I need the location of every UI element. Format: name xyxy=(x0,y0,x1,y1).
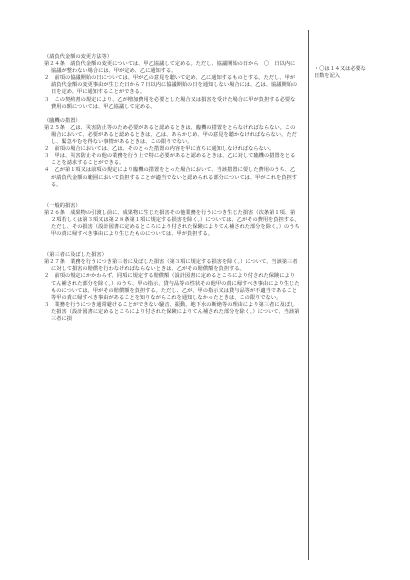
spacer xyxy=(44,189,300,203)
article-24-paragraph-1: 第２４条 請負代金額の変更については、甲乙協議して定める。ただし、協議開始の日から 〇 日以内に協議が整わない場合には、甲が定め、乙に通知する。 xyxy=(44,61,296,75)
spacer xyxy=(44,238,300,252)
article-24-paragraph-3: ３ この契約書の規定により、乙が増加費用を必要とした場合又は損害を受けた場合に甲が負担する必要な費用の額については、甲乙協議して定める。 xyxy=(44,96,296,110)
article-25-paragraph-2: ２ 前項の場合においては、乙は、そのとった措置の内容を甲に直ちに通知しなければならない。 xyxy=(44,146,275,153)
section-heading-payment-change: （請負代金額の変更方法等） xyxy=(44,54,113,60)
article-26-paragraph-1: 第２６条 成果物の引渡し前に、成果物に生じた損害その他業務を行うにつき生じた損害（次条第１項、第２項若しくは第３項又は第２８条第１項に規定する損害を除く。）については、乙がその費用を負担する。ただし、その損害（設計図書に定めるところにより付された保険によりてん補された部分を除く。）のうち甲の責に帰すべき事由により生じたものについては、甲が負担する。 xyxy=(44,209,300,238)
article-25-paragraph-3: ３ 甲は、災害防止その他の業務を行う上で特に必要があると認めるときは、乙に対して臨機の措置をとることを請求することができる。 xyxy=(44,153,296,167)
article-25-paragraph-1: 第２５条 乙は、災害防止等のため必要があると認めるときは、臨機の措置をとらなければならない。この場合において、必要があると認めるときは、乙は、あらかじめ、甲の意見を聴かなければならない。ただし、緊急やむを得ない事情があるときは、この限りでない。 xyxy=(44,124,297,146)
section-heading-third-party-damage: （第三者に及ぼした損害） xyxy=(44,252,107,259)
article-27-paragraph-2: ２ 前項の規定にかかわらず、同項に規定する賠償額（設計図書に定めるところにより付された保険によりてん補された部分を除く。）のうち、甲の指示、貸与品等の性状その他甲の責に帰すべき事由により生じたものについては、甲がその賠償額を負担する。ただし、乙が、甲の指示又は貸与品等が不適当であること等甲の責に帰すべき事由があることを知りながらこれを通知しなかったときは、この限りでない。 xyxy=(44,273,300,301)
article-27-paragraph-3: ３ 業務を行うにつき通常避けることができない騒音、振動、地下水の断絶等の理由により第三者に及ぼした損害（設計図書に定めるところにより付された保険によりてん補された部分を除く。）について、当該第三者に損 xyxy=(44,301,300,322)
margin-divider-line xyxy=(308,30,309,560)
article-24-paragraph-2: ２ 前項の協議開始の日については、甲が乙の意見を聴いて定め、乙に通知するものとする。ただし、甲が請負代金額の変更事由が生じた日から７日以内に協議開始の日を通知しない場合には、乙は、協議開始の日を定め、甲に通知することができる。 xyxy=(44,75,298,96)
main-text-column xyxy=(44,54,300,323)
spacer xyxy=(44,111,300,118)
article-27-paragraph-1: 第２７条 業務を行うにつき第三者に及ぼした損害（第３項に規定する損害を除く。）について、当該第三者に対して損害の賠償を行わなければならないときは、乙がその賠償額を負担する。 xyxy=(44,259,298,273)
section-heading-emergency-measures: （臨機の措置） xyxy=(44,117,81,124)
side-note: ・〇は１４又は必要な日数を記入 xyxy=(314,66,366,80)
section-heading-general-damage: （一般的損害） xyxy=(44,202,81,209)
article-25-paragraph-4: ４ 乙が第１項又は前項の規定により臨機の措置をとった場合において、当該措置に要した費用のうち、乙が請負代金額の範囲において負担することが適当でないと認められる部分については、甲がこれを負担する。 xyxy=(44,167,298,188)
